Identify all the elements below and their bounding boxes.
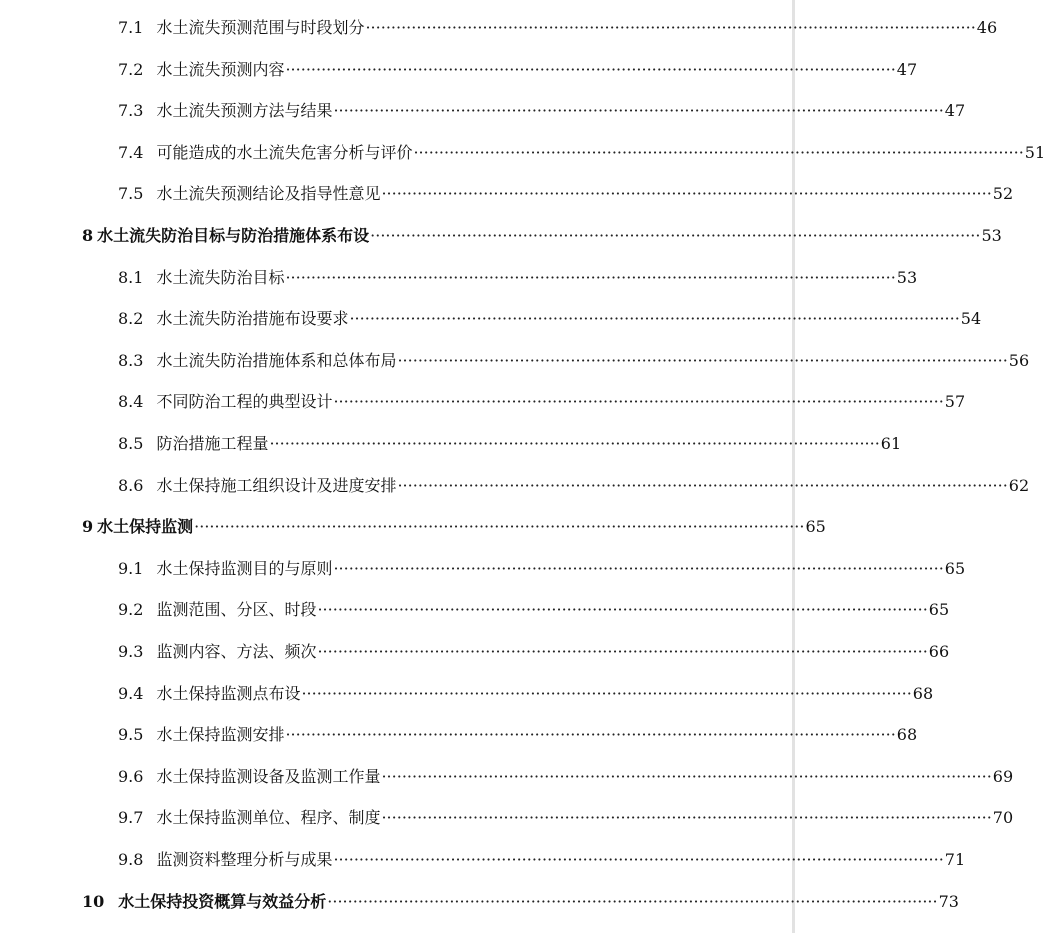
toc-entry-title: 水土流失防治措施布设要求 [156,309,349,329]
toc-page-number: 65 [928,600,950,620]
dot-leader: ························································································································ [327,891,938,911]
toc-section-row[interactable] [0,13,998,43]
toc-entry-number: 8.3 [118,350,144,370]
toc-entry-title: 水土保持施工组织设计及进度安排 [156,475,397,495]
toc-page-number: 57 [944,392,966,412]
toc-entry-title: 水土保持监测 [97,517,194,537]
toc-entry-number: 9.5 [118,725,144,745]
toc-page-number: 68 [912,683,934,703]
toc-page-number: 61 [880,434,902,453]
toc-section-row[interactable] [0,138,1045,168]
toc-page-number: 66 [928,642,950,661]
toc-page-number: 73 [938,891,959,911]
dot-leader: ························································································································ [194,517,805,537]
toc-section-row[interactable] [0,304,982,334]
toc-entry-number: 8 [82,226,94,245]
toc-page-number: 47 [896,59,918,79]
dot-leader: ························································································································ [333,392,944,412]
dot-leader: ························································································································ [365,18,976,37]
toc-section-row[interactable] [0,720,918,750]
toc-page-number: 65 [944,558,966,578]
toc-entry-title: 水土流失防治措施体系和总体布局 [156,350,397,370]
toc-entry-number: 7.5 [118,184,144,204]
toc-page-number: 69 [992,766,1014,786]
toc-entry-number: 8.4 [118,392,144,412]
toc-page-number: 51 [1024,142,1045,162]
toc-entry-number: 9.8 [118,850,144,869]
toc-chapter-row[interactable] [0,887,959,917]
toc-entry-title: 水土流失防治目标 [156,267,285,287]
toc-section-row[interactable] [0,429,902,459]
toc-entry-number: 8.6 [118,475,144,495]
toc-section-row[interactable] [0,762,1014,792]
toc-section-row[interactable] [0,55,918,85]
dot-leader: ························································································································ [381,184,992,204]
toc-section-row[interactable] [0,845,966,875]
toc-page-number: 53 [981,226,1002,245]
toc-page-number: 52 [992,184,1014,204]
dot-leader: ························································································································ [285,59,896,79]
toc-entry-title: 水土保持监测点布设 [156,683,301,703]
toc-page-number: 71 [944,850,966,869]
toc-entry-title: 水土保持监测目的与原则 [156,558,333,578]
toc-entry-number: 7.2 [118,59,144,79]
toc-page-number: 70 [992,808,1014,828]
toc-entry-title: 不同防治工程的典型设计 [156,392,333,412]
toc-page-number: 62 [1008,475,1030,495]
toc-section-row[interactable] [0,179,1014,209]
toc-entry-number: 7.4 [118,142,144,162]
toc-entry-title: 水土保持监测安排 [156,725,285,745]
toc-entry-title: 水土流失预测结论及指导性意见 [156,184,381,204]
toc-entry-number: 10 [82,891,105,911]
dot-leader: ························································································································ [269,434,880,453]
toc-entry-number: 9.2 [118,600,144,620]
dot-leader: ························································································································ [317,642,928,661]
toc-entry-number: 7.1 [118,18,144,37]
toc-section-row[interactable] [0,346,1030,376]
toc-entry-number: 9.6 [118,766,144,786]
toc-entry-number: 9.7 [118,808,144,828]
toc-section-row[interactable] [0,595,950,625]
toc-page-number: 68 [896,725,918,745]
toc-section-row[interactable] [0,96,966,126]
toc-section-row[interactable] [0,554,966,584]
dot-leader: ························································································································ [397,350,1008,370]
toc-page-number: 65 [805,517,826,537]
toc-entry-number: 9.1 [118,558,144,578]
dot-leader: ························································································································ [397,475,1008,495]
dot-leader: ························································································································ [370,226,981,245]
toc-section-row[interactable] [0,803,1014,833]
toc-entry-title: 水土流失预测方法与结果 [156,101,333,121]
toc-entry-title: 水土流失预测内容 [156,59,285,79]
dot-leader: ························································································································ [285,267,896,287]
dot-leader: ························································································································ [413,142,1024,162]
toc-entry-number: 8.1 [118,267,144,287]
toc-entry-number: 7.3 [118,101,144,121]
toc-entry-title: 水土保持监测单位、程序、制度 [156,808,381,828]
dot-leader: ························································································································ [285,725,896,745]
dot-leader: ························································································································ [333,101,944,121]
dot-leader: ························································································································ [349,309,960,329]
toc-page-number: 56 [1008,350,1030,370]
toc-page-number: 54 [960,309,982,329]
toc-section-row[interactable] [0,637,950,667]
toc-page-number: 47 [944,101,966,121]
toc-entry-number: 8.2 [118,309,144,329]
toc-entry-title: 可能造成的水土流失危害分析与评价 [156,142,413,162]
dot-leader: ························································································································ [381,766,992,786]
dot-leader: ························································································································ [301,683,912,703]
toc-page-number: 46 [976,18,998,37]
dot-leader: ························································································································ [317,600,928,620]
toc-chapter-row[interactable] [0,512,826,542]
toc-entry-title: 水土流失防治目标与防治措施体系布设 [97,226,370,245]
toc-page-number: 53 [896,267,918,287]
dot-leader: ························································································································ [333,850,944,869]
toc-section-row[interactable] [0,471,1030,501]
toc-section-row[interactable] [0,263,918,293]
toc-section-row[interactable] [0,679,934,709]
toc-entry-number: 9.3 [118,642,144,661]
toc-entry-title: 监测范围、分区、时段 [156,600,317,620]
toc-section-row[interactable] [0,387,966,417]
toc-entry-title: 防治措施工程量 [156,434,269,453]
toc-entry-title: 监测资料整理分析与成果 [156,850,333,869]
dot-leader: ························································································································ [333,558,944,578]
toc-entry-title: 水土保持投资概算与效益分析 [118,891,327,911]
toc-chapter-row[interactable] [0,221,1002,251]
toc-entry-title: 水土流失预测范围与时段划分 [156,18,365,37]
toc-entry-number: 9.4 [118,683,144,703]
toc-entry-title: 监测内容、方法、频次 [156,642,317,661]
dot-leader: ························································································································ [381,808,992,828]
toc-entry-number: 9 [82,517,94,537]
toc-entry-number: 8.5 [118,434,144,453]
toc-entry-title: 水土保持监测设备及监测工作量 [156,766,381,786]
